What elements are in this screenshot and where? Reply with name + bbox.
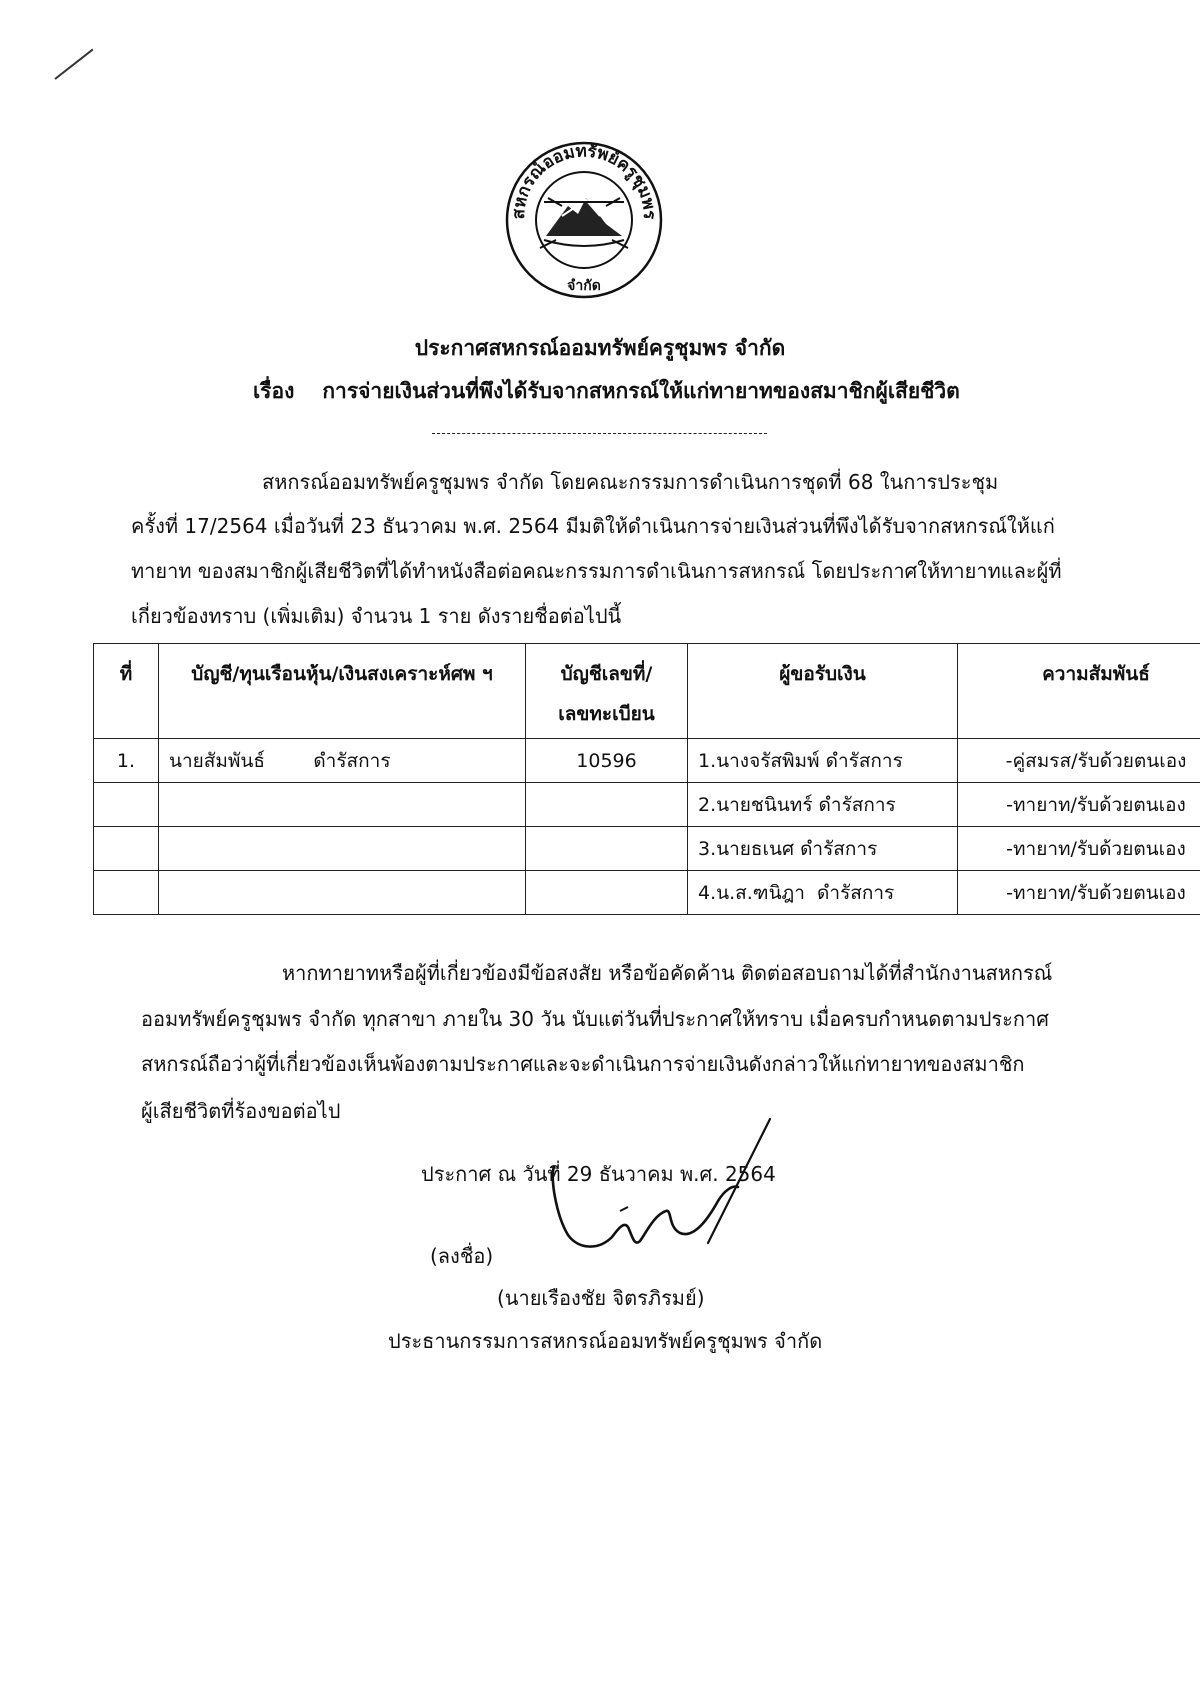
signer-name: (นายเรืองชัย จิตรภิรมย์): [497, 1286, 705, 1310]
cell-number: [526, 783, 688, 827]
cell-beneficiary: 2.นายชนินทร์ ดำรัสการ: [688, 783, 958, 827]
table-row: [94, 827, 1200, 871]
cell-no: [94, 827, 159, 871]
announcement-date: ประกาศ ณ วันที่ 29 ธันวาคม พ.ศ. 2564: [421, 1162, 776, 1186]
cell-relation: -คู่สมรส/รับด้วยตนเอง: [958, 739, 1200, 783]
intro-line-3: ทายาท ของสมาชิกผู้เสียชีวิตที่ได้ทำหนังสือต่อคณะกรรมการดำเนินการสหกรณ์ โดยประกาศให้ทายาทและผู้ที่: [131, 559, 1062, 583]
signer-position: ประธานกรรมการสหกรณ์ออมทรัพย์ครูชุมพร จำกัด: [388, 1329, 823, 1353]
cell-no: [94, 783, 159, 827]
cell-account: [159, 783, 526, 827]
cell-relation: -ทายาท/รับด้วยตนเอง: [958, 783, 1200, 827]
header-number: [526, 644, 688, 739]
pen-stroke-mark: [54, 49, 93, 80]
cell-number: [526, 871, 688, 915]
header-account: บัญชี/ทุนเรือนหุ้น/เงินสงเคราะห์ศพ ฯ: [159, 644, 526, 739]
table-row: [94, 871, 1200, 915]
seal-ring-text: สหกรณ์ออมทรัพย์ครูชุมพร: [508, 141, 660, 220]
cell-number: [526, 827, 688, 871]
closing-line-1: หากทายาทหรือผู้ที่เกี่ยวข้องมีข้อสงสัย หรือข้อคัดค้าน ติดต่อสอบถามได้ที่สำนักงานสหกรณ์: [282, 961, 1053, 985]
table-header-row: [94, 644, 1200, 739]
intro-line-2: ครั้งที่ 17/2564 เมื่อวันที่ 23 ธันวาคม พ.ศ. 2564 มีมติให้ดำเนินการจ่ายเงินส่วนที่พึงได้รับจากสหกรณ์ให้แก่: [131, 514, 1055, 538]
cell-number: 10596: [526, 739, 688, 783]
table-row: [94, 783, 1200, 827]
closing-line-4: ผู้เสียชีวิตที่ร้องขอต่อไป: [141, 1099, 341, 1123]
cell-beneficiary: 1.นางจรัสพิมพ์ ดำรัสการ: [688, 739, 958, 783]
header-no: ที่: [94, 644, 159, 739]
cell-no: [94, 871, 159, 915]
header-number-line2: เลขทะเบียน: [558, 703, 655, 725]
seal-bottom-text: จำกัด: [567, 278, 601, 294]
cell-beneficiary: 4.น.ส.ฑนิฎา ดำรัสการ: [688, 871, 958, 915]
announcement-title: ประกาศสหกรณ์ออมทรัพย์ครูชุมพร จำกัด: [414, 336, 786, 360]
subject-text: การจ่ายเงินส่วนที่พึงได้รับจากสหกรณ์ให้แก่ทายาทของสมาชิกผู้เสียชีวิต: [322, 379, 960, 403]
header-number-line1: บัญชีเลขที่/: [560, 663, 653, 685]
cooperative-seal-logo: [504, 140, 664, 300]
announcement-subject: [253, 375, 960, 408]
table-row: [94, 739, 1200, 783]
header-beneficiary: ผู้ขอรับเงิน: [688, 644, 958, 739]
beneficiary-table: [93, 643, 1200, 915]
header-relation: ความสัมพันธ์: [958, 644, 1200, 739]
cell-relation: -ทายาท/รับด้วยตนเอง: [958, 871, 1200, 915]
cell-account: นายสัมพันธ์ ดำรัสการ: [159, 739, 526, 783]
cell-account: [159, 871, 526, 915]
sign-label: (ลงชื่อ): [430, 1244, 494, 1268]
cell-no: 1.: [94, 739, 159, 783]
cell-beneficiary: 3.นายธเนศ ดำรัสการ: [688, 827, 958, 871]
closing-line-3: สหกรณ์ถือว่าผู้ที่เกี่ยวข้องเห็นพ้องตามประกาศและจะดำเนินการจ่ายเงินดังกล่าวให้แก่ทายาทของสมาชิก: [141, 1052, 1025, 1076]
closing-line-2: ออมทรัพย์ครูชุมพร จำกัด ทุกสาขา ภายใน 30 วัน นับแต่วันที่ประกาศให้ทราบ เมื่อครบกำหนดตามประกาศ: [141, 1007, 1049, 1031]
cell-relation: -ทายาท/รับด้วยตนเอง: [958, 827, 1200, 871]
intro-line-1: สหกรณ์ออมทรัพย์ครูชุมพร จำกัด โดยคณะกรรมการดำเนินการชุดที่ 68 ในการประชุม: [262, 470, 999, 494]
handwritten-signature: [548, 1115, 788, 1275]
subject-label: เรื่อง: [253, 379, 295, 403]
title-divider: [432, 433, 767, 434]
cell-account: [159, 827, 526, 871]
intro-line-4: เกี่ยวข้องทราบ (เพิ่มเติม) จำนวน 1 ราย ดังรายชื่อต่อไปนี้: [131, 604, 622, 628]
